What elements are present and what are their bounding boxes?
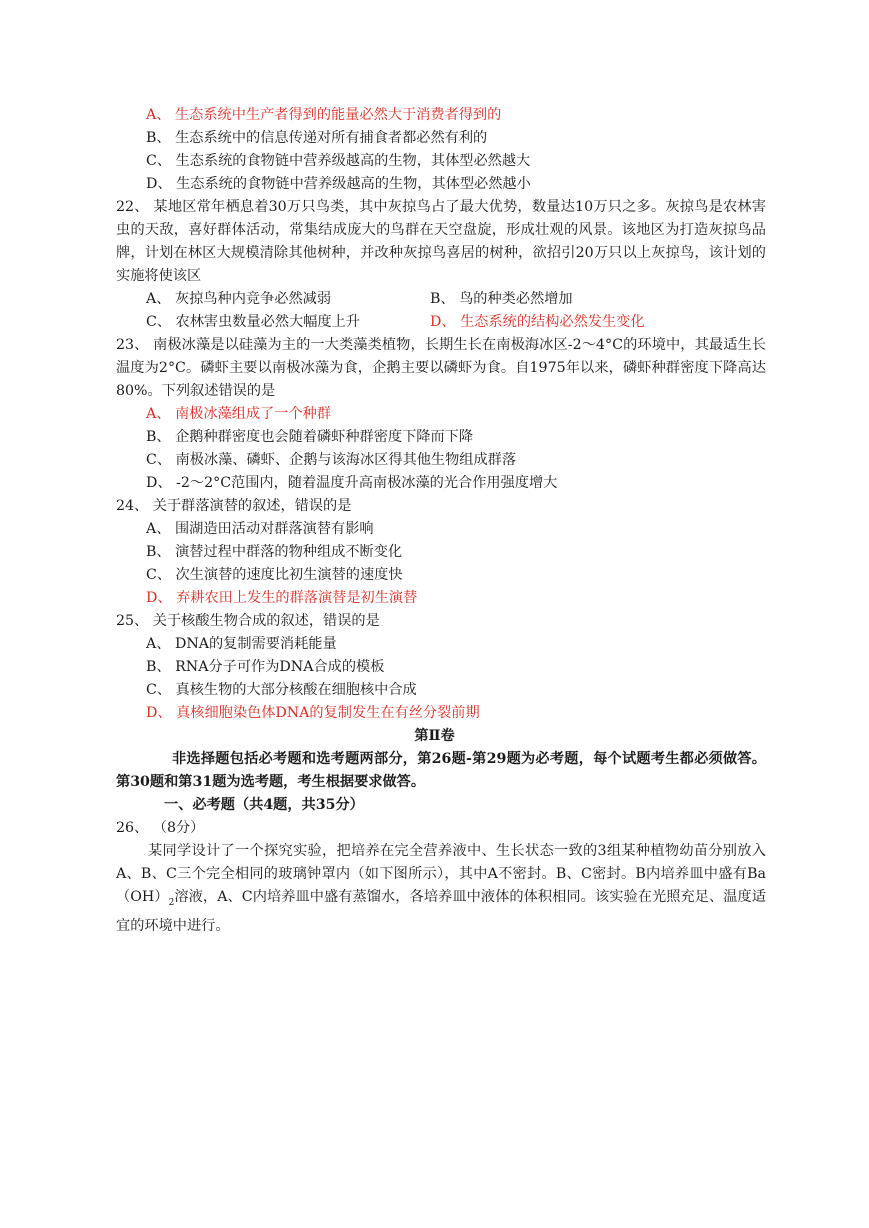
q21-option-a: A、 生态系统中生产者得到的能量必然大于消费者得到的 <box>146 107 502 123</box>
q26-stem <box>116 840 766 938</box>
q21-option-c: C、 生态系统的食物链中营养级越高的生物，其体型必然越大 <box>146 153 531 169</box>
q26-number: 26、 （8分） <box>116 820 205 836</box>
q23-option-c: C、 南极冰藻、磷虾、企鹅与该海冰区得其他生物组成群落 <box>146 452 517 468</box>
q25-option-c: C、 真核生物的大部分核酸在细胞核中合成 <box>146 682 417 698</box>
q22-option-b: B、 鸟的种类必然增加 <box>430 291 573 307</box>
q22-option-a: A、 灰掠鸟种内竞争必然减弱 <box>146 291 332 307</box>
q22-option-d: D、 生态系统的结构必然发生变化 <box>430 314 645 330</box>
q26-stem-part1: 某同学设计了一个探究实验，把培养在完全营养液中、生长状态一致的3组某种植物幼苗分别放入A、B、C三个完全相同的玻璃钟罩内（如下图所示），其中A不密封。B、C密封。B内培养皿中盛有Ba（OH） <box>116 843 766 905</box>
q23-option-a: A、 南极冰藻组成了一个种群 <box>146 406 332 422</box>
q25-stem: 25、 关于核酸生物合成的叙述，错误的是 <box>116 613 380 629</box>
q24-option-c: C、 次生演替的速度比初生演替的速度快 <box>146 567 403 583</box>
q25-option-d: D、 真核细胞染色体DNA的复制发生在有丝分裂前期 <box>146 705 480 721</box>
q25-option-a: A、 DNA的复制需要消耗能量 <box>146 636 337 652</box>
q21-option-b: B、 生态系统中的信息传递对所有捕食者都必然有利的 <box>146 130 488 146</box>
part2-intro: 非选择题包括必考题和选考题两部分，第26题-第29题为必考题，每个试题考生都必须做答。第30题和第31题为选考题，考生根据要求做答。 <box>116 751 766 790</box>
q22-stem: 22、 某地区常年栖息着30万只鸟类，其中灰掠鸟占了最大优势，数量达10万只之多。灰掠鸟是农林害虫的天敌，喜好群体活动，常集结成庞大的鸟群在天空盘旋，形成壮观的风景。该地区为打造灰掠鸟品牌，计划在林区大规模清除其他树种，并改种灰掠鸟喜居的树种，欲招引20万只以上灰掠鸟，该计划的实施将使该区 <box>116 199 766 284</box>
section-heading: 一、必考题（共4题，共35分） <box>164 797 364 813</box>
q24-option-a: A、 围湖造田活动对群落演替有影响 <box>146 521 374 537</box>
q26-stem-part2: 溶液，A、C内培养皿中盛有蒸馏水，各培养皿中液体的体积相同。该实验在光照充足、温度适宜的环境中进行。 <box>116 889 766 934</box>
q21-option-d: D、 生态系统的食物链中营养级越高的生物，其体型必然越小 <box>146 176 531 192</box>
q22-option-c: C、 农林害虫数量必然大幅度上升 <box>146 314 360 330</box>
q23-option-b: B、 企鹅种群密度也会随着磷虾种群密度下降而下降 <box>146 429 474 445</box>
q24-stem: 24、 关于群落演替的叙述，错误的是 <box>116 498 352 514</box>
q26-subscript: 2 <box>168 897 175 908</box>
q24-option-d: D、 弃耕农田上发生的群落演替是初生演替 <box>146 590 418 606</box>
q25-option-b: B、 RNA分子可作为DNA合成的模板 <box>146 659 385 675</box>
q23-stem: 23、 南极冰藻是以硅藻为主的一大类藻类植物，长期生长在南极海冰区-2～4°C的环境中，其最适生长温度为2°C。磷虾主要以南极冰藻为食，企鹅主要以磷虾为食。自1975年以来，磷虾种群密度下降高达80%。下列叙述错误的是 <box>116 337 766 399</box>
q23-option-d: D、 -2～2°C范围内，随着温度升高南极冰藻的光合作用强度增大 <box>146 475 558 491</box>
q24-option-b: B、 演替过程中群落的物种组成不断变化 <box>146 544 403 560</box>
part2-title: 第Ⅱ卷 <box>414 728 455 744</box>
